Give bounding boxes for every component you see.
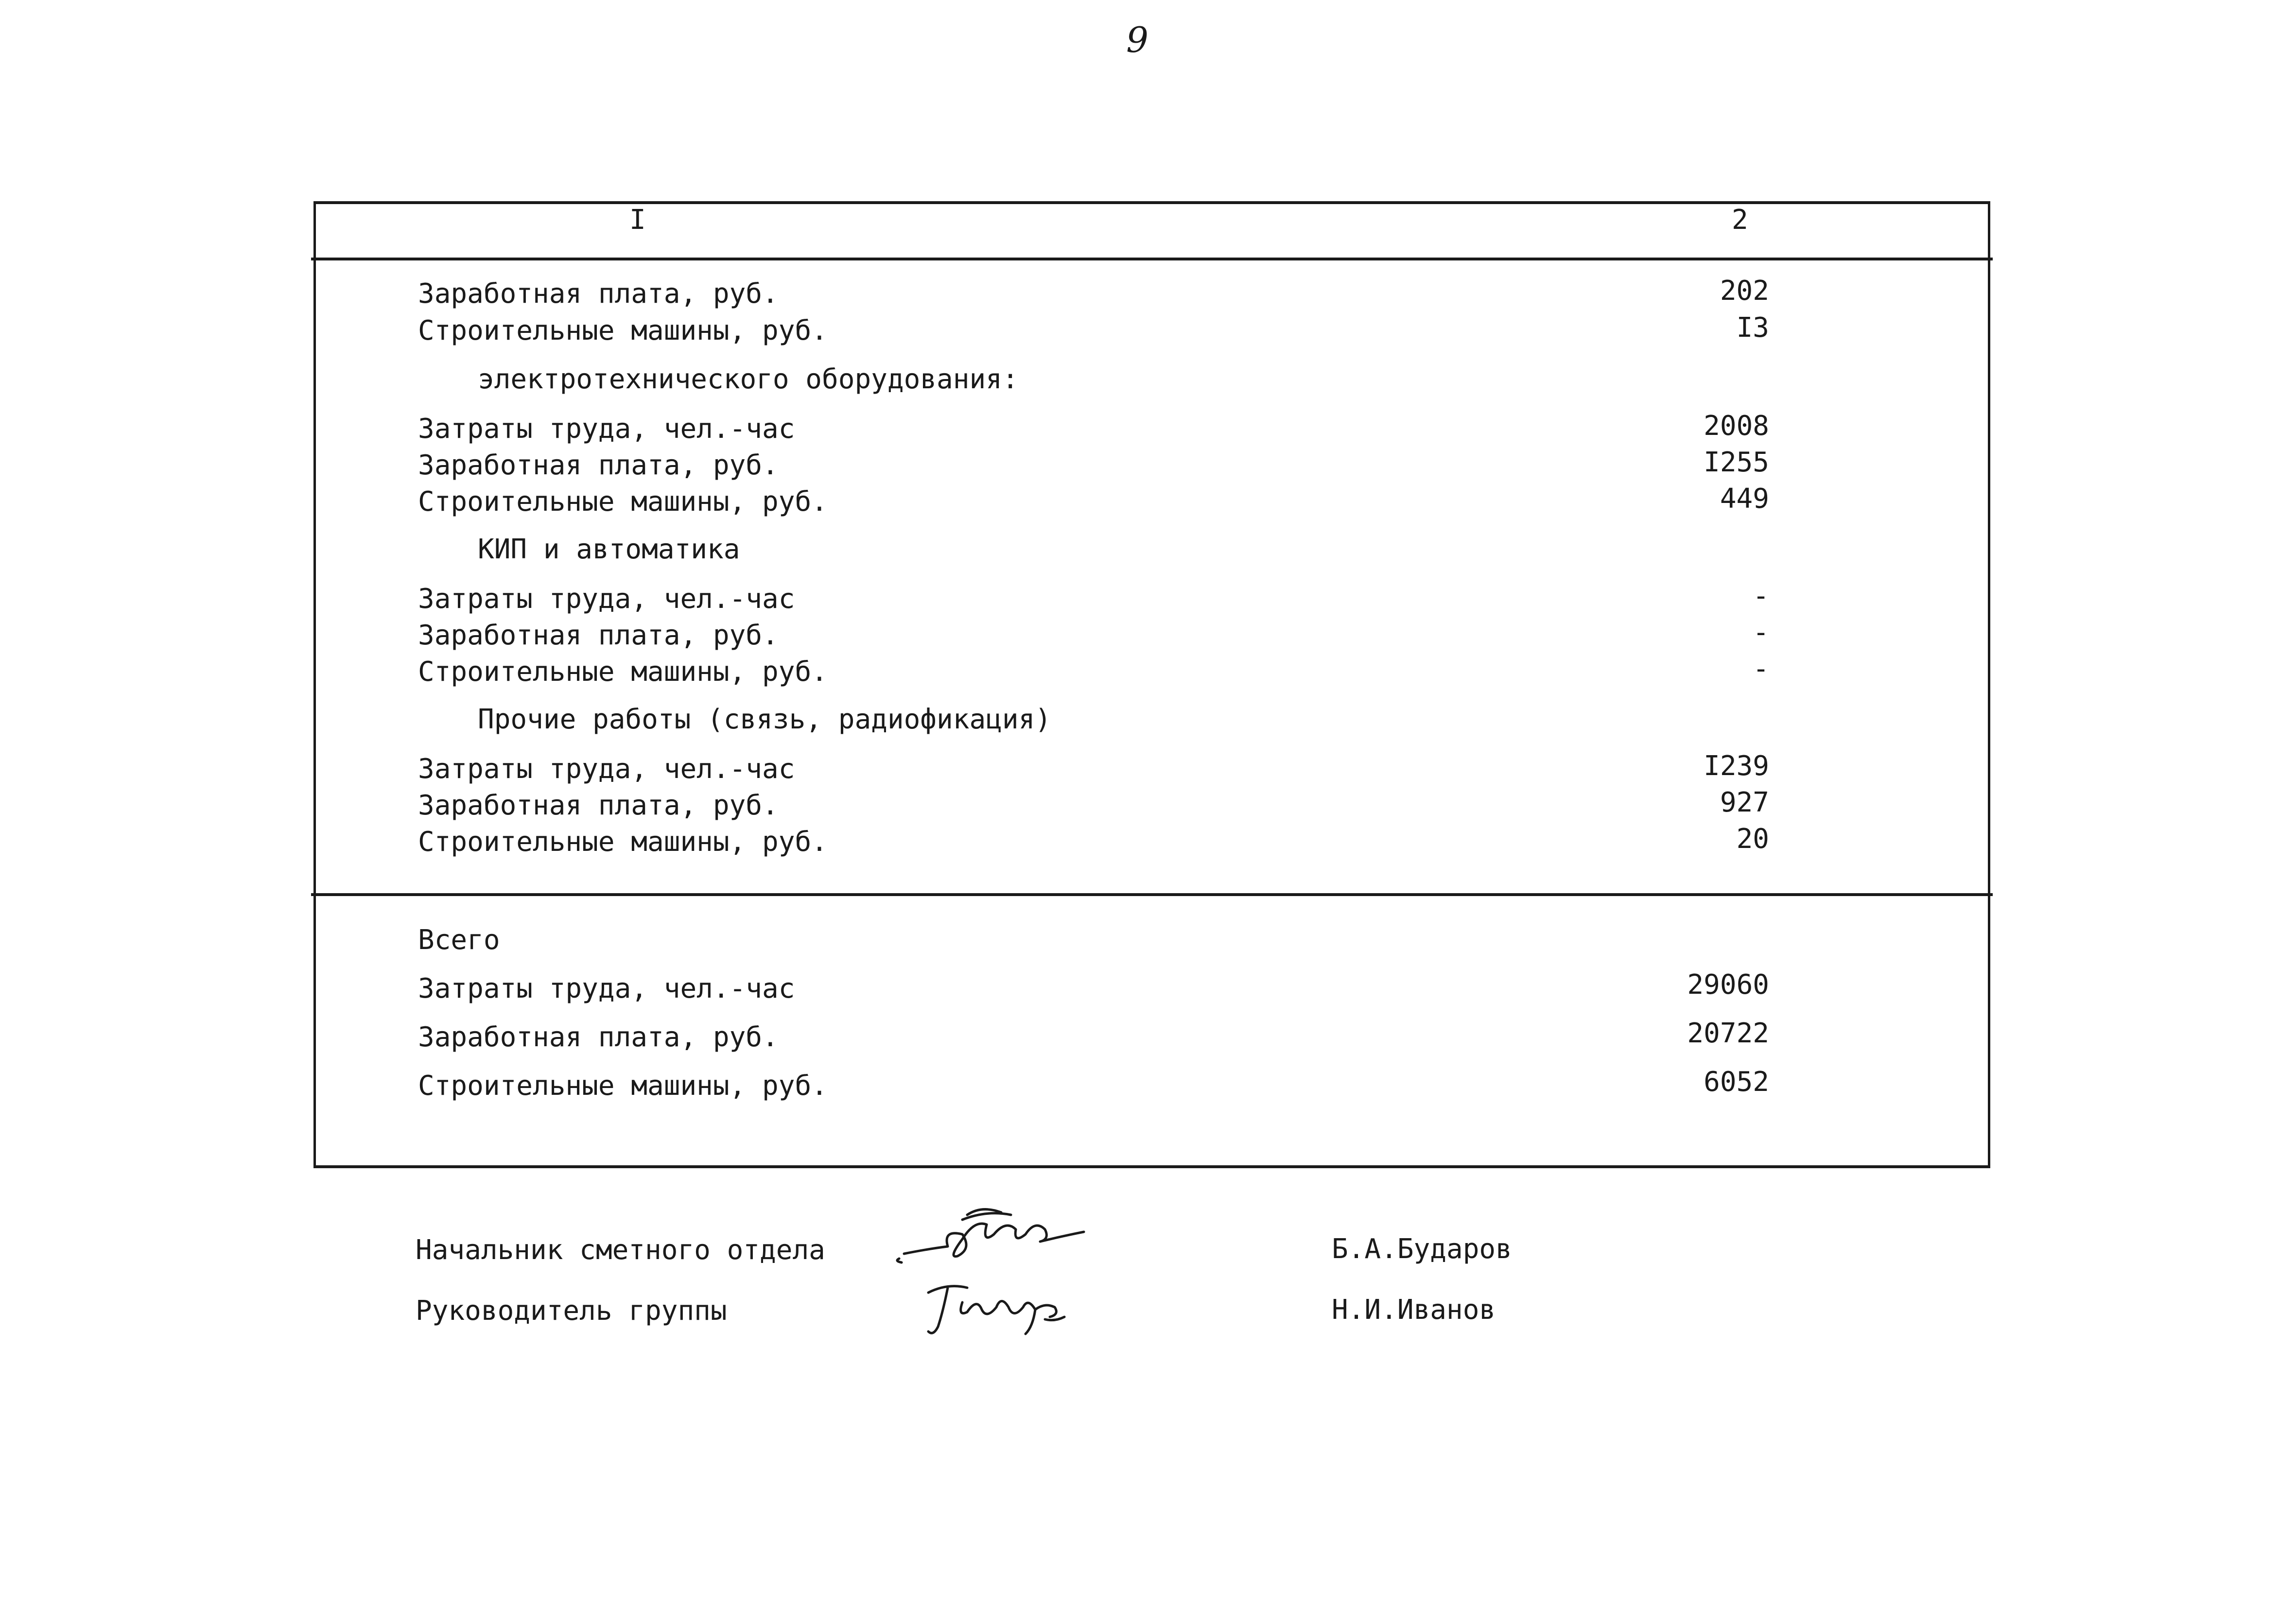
row-value: 927 bbox=[1720, 787, 1769, 818]
page-number: 9 bbox=[1126, 19, 1148, 60]
column-header-2: 2 bbox=[1732, 204, 1748, 236]
total-row-value: 6052 bbox=[1704, 1066, 1769, 1098]
row-label: Строительные машины, руб. bbox=[418, 315, 828, 346]
row-label: Заработная плата, руб. bbox=[418, 790, 779, 821]
total-row-label: Затраты труда, чел.-час bbox=[418, 973, 795, 1004]
row-label: Строительные машины, руб. bbox=[418, 656, 828, 688]
signature-title: Начальник сметного отдела bbox=[416, 1234, 825, 1266]
subheading: Прочие работы (связь, радиофикация) bbox=[478, 704, 1052, 735]
row-label: Строительные машины, руб. bbox=[418, 826, 828, 858]
row-label: Затраты труда, чел.-час bbox=[418, 753, 795, 785]
row-value: 202 bbox=[1720, 275, 1769, 307]
total-row-value: 29060 bbox=[1687, 969, 1769, 1001]
row-value: 2008 bbox=[1704, 410, 1769, 442]
row-value: - bbox=[1753, 580, 1769, 612]
row-value: - bbox=[1753, 653, 1769, 685]
row-value: 20 bbox=[1736, 823, 1769, 855]
total-divider bbox=[311, 893, 1993, 896]
row-value: 449 bbox=[1720, 483, 1769, 515]
total-row-label: Заработная плата, руб. bbox=[418, 1021, 779, 1053]
total-heading: Всего bbox=[418, 924, 500, 956]
row-label: Затраты труда, чел.-час bbox=[418, 413, 795, 445]
signature-name: Н.И.Иванов bbox=[1332, 1294, 1496, 1326]
row-label: Затраты труда, чел.-час bbox=[418, 583, 795, 615]
handwritten-signature-icon bbox=[919, 1273, 1074, 1341]
row-label: Заработная плата, руб. bbox=[418, 278, 779, 310]
header-divider bbox=[311, 258, 1993, 260]
row-label: Строительные машины, руб. bbox=[418, 486, 828, 518]
signature-name: Б.А.Бударов bbox=[1332, 1233, 1512, 1265]
subheading: КИП и автоматика bbox=[478, 534, 740, 565]
row-value: I239 bbox=[1704, 750, 1769, 782]
subheading: электротехнического оборудования: bbox=[478, 363, 1019, 395]
handwritten-signature-icon bbox=[889, 1200, 1098, 1283]
total-row-label: Строительные машины, руб. bbox=[418, 1070, 828, 1102]
signature-title: Руководитель группы bbox=[416, 1295, 727, 1327]
column-header-1: I bbox=[629, 204, 646, 236]
row-value: I255 bbox=[1704, 447, 1769, 478]
row-label: Заработная плата, руб. bbox=[418, 620, 779, 651]
total-row-value: 20722 bbox=[1687, 1018, 1769, 1049]
row-value: - bbox=[1753, 617, 1769, 648]
row-value: I3 bbox=[1736, 312, 1769, 344]
row-label: Заработная плата, руб. bbox=[418, 449, 779, 481]
